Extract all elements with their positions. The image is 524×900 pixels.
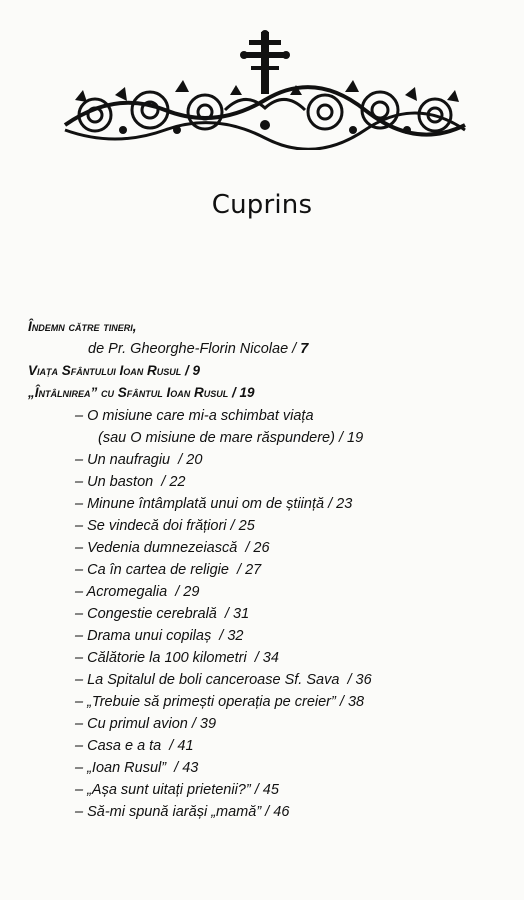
toc-page-number: 26	[253, 540, 270, 556]
toc-entry: – La Spitalul de boli canceroase Sf. Sava / 36	[75, 672, 372, 688]
toc-page-number: 19	[347, 430, 364, 446]
toc-entry: – Ca în cartea de religie / 27	[75, 562, 262, 578]
toc-page-number: 45	[262, 782, 279, 798]
toc-entry-label: Viața Sfântului Ioan Rusul	[28, 363, 182, 378]
toc-entry-label: – Minune întâmplată unui om de știință	[75, 496, 325, 512]
toc-entry: – Casa e a ta / 41	[75, 738, 194, 754]
toc-entry-label: – La Spitalul de boli canceroase Sf. Sava	[75, 672, 340, 688]
toc-page-number: 29	[183, 584, 200, 600]
toc-entry: – Drama unui copilaș / 32	[75, 628, 244, 644]
toc-page-number: 19	[239, 385, 255, 400]
toc-entry: (sau O misiune de mare răspundere) / 19	[98, 430, 364, 446]
toc-entry-label: – Congestie cerebrală	[75, 606, 217, 622]
toc-entry-label: – Să-mi spună iarăși „mamă”	[75, 804, 262, 820]
toc-entry-label: de Pr. Gheorghe-Florin Nicolae	[88, 341, 289, 357]
toc-page-number: 31	[233, 606, 250, 622]
toc-entry-label: – Un baston	[75, 474, 154, 490]
toc-entry-label: „Întâlnirea” cu Sfântul Ioan Rusul	[28, 385, 229, 400]
toc-page-number: 38	[347, 694, 365, 710]
toc-page-number: 25	[238, 518, 255, 534]
toc-entry: – „Trebuie să primești operația pe creier” / 38	[75, 694, 365, 710]
toc-entry: de Pr. Gheorghe-Florin Nicolae / 7	[88, 341, 309, 357]
toc-entry-label: (sau O misiune de mare răspundere)	[98, 430, 335, 446]
toc-entry-label: – Casa e a ta	[75, 738, 162, 754]
toc-entry-label: – Se vindecă doi frățiori	[75, 518, 227, 534]
toc-entry: – Călătorie la 100 kilometri / 34	[75, 650, 279, 666]
toc-entry: – Cu primul avion / 39	[75, 716, 217, 732]
toc-page-number: 22	[169, 474, 186, 490]
toc-page-number: 32	[227, 628, 244, 644]
toc-entry	[28, 318, 137, 336]
page-title: Cuprins	[211, 190, 313, 220]
toc-entry-label: – Călătorie la 100 kilometri	[75, 650, 247, 666]
toc-page-number: 39	[199, 716, 217, 732]
toc-entry-label: Îndemn către tineri,	[28, 319, 137, 334]
toc-entry-label: – „Ioan Rusul”	[75, 760, 167, 776]
toc-entry-label: – Un naufragiu	[75, 452, 171, 468]
toc-page-number: 46	[273, 804, 290, 820]
toc-entry-label: – Cu primul avion	[75, 716, 188, 732]
toc-page-number: 41	[177, 738, 194, 754]
toc-entry-label: – „Trebuie să primești operația pe creier”	[75, 694, 336, 710]
cross-icon	[240, 30, 290, 94]
toc-entry	[75, 407, 314, 425]
ornament-header-image	[55, 30, 475, 150]
toc-entry-label: – O misiune care mi-a schimbat viața	[75, 408, 314, 424]
toc-entry: – „Așa sunt uitați prietenii?” / 45	[75, 782, 279, 798]
toc-page-number: 23	[336, 496, 353, 512]
toc-page-number: 9	[192, 363, 201, 378]
toc-entry: – Un baston / 22	[75, 474, 186, 490]
toc-page-number: 20	[186, 452, 203, 468]
toc-entry-label: – „Așa sunt uitați prietenii?”	[75, 782, 251, 798]
toc-entry: – Vedenia dumnezeiască / 26	[75, 540, 270, 556]
toc-page-number: 43	[182, 760, 199, 776]
toc-entry-label: – Vedenia dumnezeiască	[75, 540, 238, 556]
toc-entry-label: – Ca în cartea de religie	[75, 562, 229, 578]
toc-page-number: 36	[355, 672, 372, 688]
toc-page-number: 34	[262, 650, 279, 666]
toc-entry-label: – Drama unui copilaș	[75, 628, 212, 644]
toc-page-number: 27	[245, 562, 262, 578]
toc-entry-label: – Acromegalia	[75, 584, 168, 600]
toc-entry: – Să-mi spună iarăși „mamă” / 46	[75, 804, 290, 820]
toc-entry: „Întâlnirea” cu Sfântul Ioan Rusul / 19	[28, 385, 255, 400]
toc-entry: – Acromegalia / 29	[75, 584, 200, 600]
toc-entry: Viața Sfântului Ioan Rusul / 9	[28, 363, 201, 378]
toc-entry: – Se vindecă doi frățiori / 25	[75, 518, 255, 534]
toc-entry: – Minune întâmplată unui om de știință / 23	[75, 496, 353, 512]
toc-entry: – Un naufragiu / 20	[75, 452, 203, 468]
toc-entry: – Congestie cerebrală / 31	[75, 606, 250, 622]
toc-entry: – „Ioan Rusul” / 43	[75, 760, 199, 776]
toc-page-number: 7	[300, 341, 309, 357]
